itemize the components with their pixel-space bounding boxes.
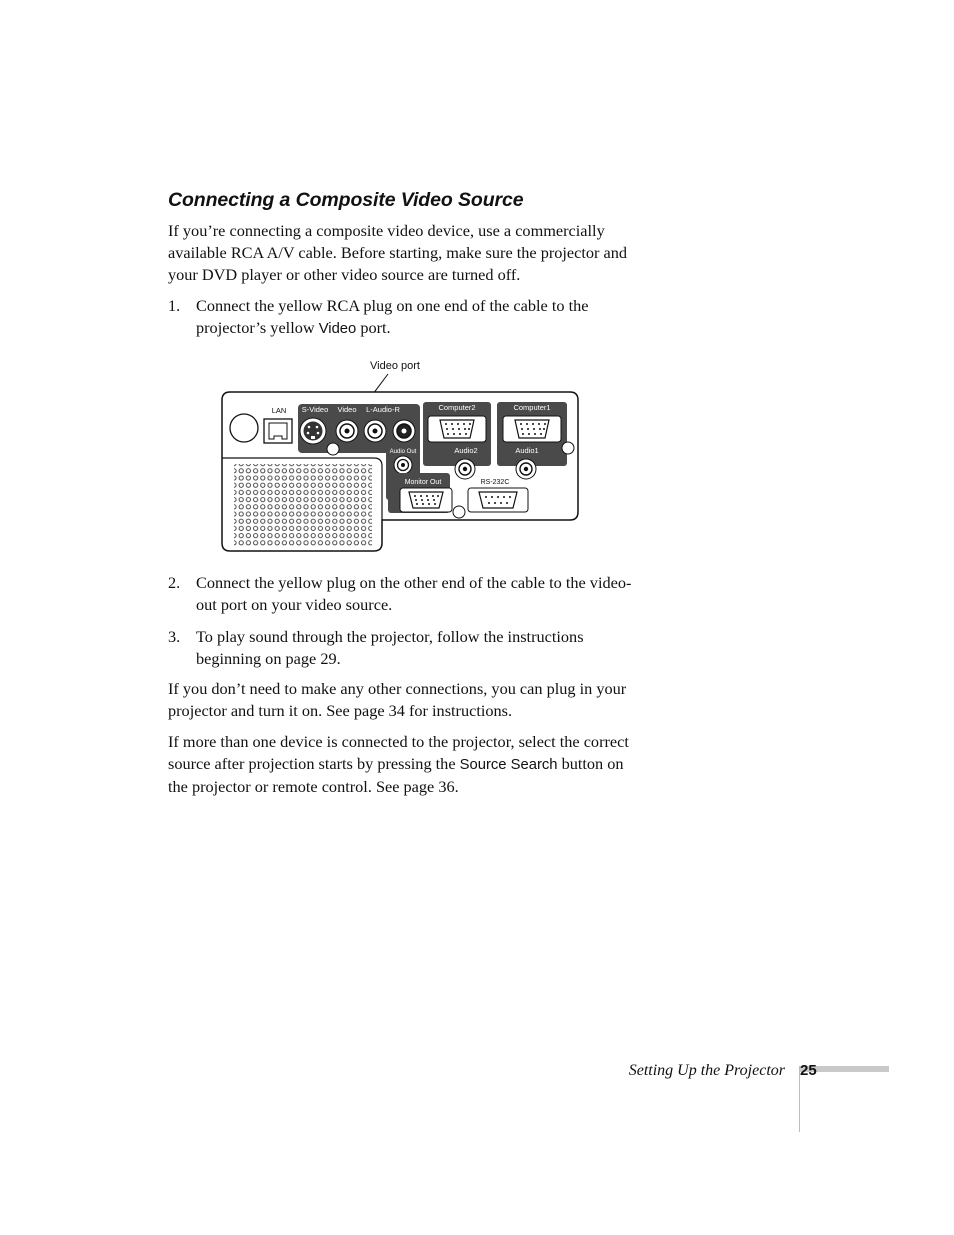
footer-chapter-title: Setting Up the Projector <box>628 1062 785 1079</box>
video-port-callout: Video port <box>370 360 420 372</box>
audio-lr-label: L-Audio-R <box>366 405 400 414</box>
multiple-devices-paragraph: If more than one device is connected to the projector, select the correct source after projection starts by pressing the Source Search button on the projector or remote control. See page 36. <box>168 732 629 796</box>
step-text: To play sound through the projector, follow the instructions beginning on page 29. <box>196 627 584 668</box>
source-search-button-name: Source Search <box>459 757 558 773</box>
step-text: Connect the yellow RCA plug on one end of the cable to the projector’s yellow Video port. <box>196 296 589 337</box>
button-round-left <box>230 414 258 442</box>
step-number: 2. <box>168 573 181 592</box>
audio1-label: Audio1 <box>515 446 539 455</box>
intro-paragraph: If you’re connecting a composite video device, use a commercially available RCA A/V cable. Before starting, make sure the projector and your DVD player or other video source are turned off. <box>168 221 628 284</box>
audio2-label: Audio2 <box>454 446 478 455</box>
no-other-connections-paragraph: If you don’t need to make any other connections, you can plug in your projector and turn it on. See page 34 for instructions. <box>168 679 627 720</box>
step-number: 3. <box>168 627 181 646</box>
monitor-out-port <box>409 492 443 508</box>
step-text: Connect the yellow plug on the other end of the cable to the video-out port on your video source. <box>196 573 632 614</box>
lan-label: LAN <box>271 406 287 415</box>
audio-out-label: Audio Out <box>389 449 417 455</box>
rs232c-port <box>479 492 517 508</box>
projector-ports-diagram <box>216 352 582 554</box>
computer2-label: Computer2 <box>438 403 476 412</box>
computer1-label: Computer1 <box>513 403 551 412</box>
section-heading: Connecting a Composite Video Source <box>168 189 524 211</box>
svideo-label: S-Video <box>301 405 329 414</box>
monitor-out-label: Monitor Out <box>404 479 442 486</box>
vent-grille <box>234 464 372 546</box>
video-port-name: Video <box>318 321 357 337</box>
step-number: 1. <box>168 296 181 315</box>
video-label: Video <box>337 405 357 414</box>
rs232c-label: RS-232C <box>480 479 510 486</box>
page-number: 25 <box>800 1062 817 1079</box>
